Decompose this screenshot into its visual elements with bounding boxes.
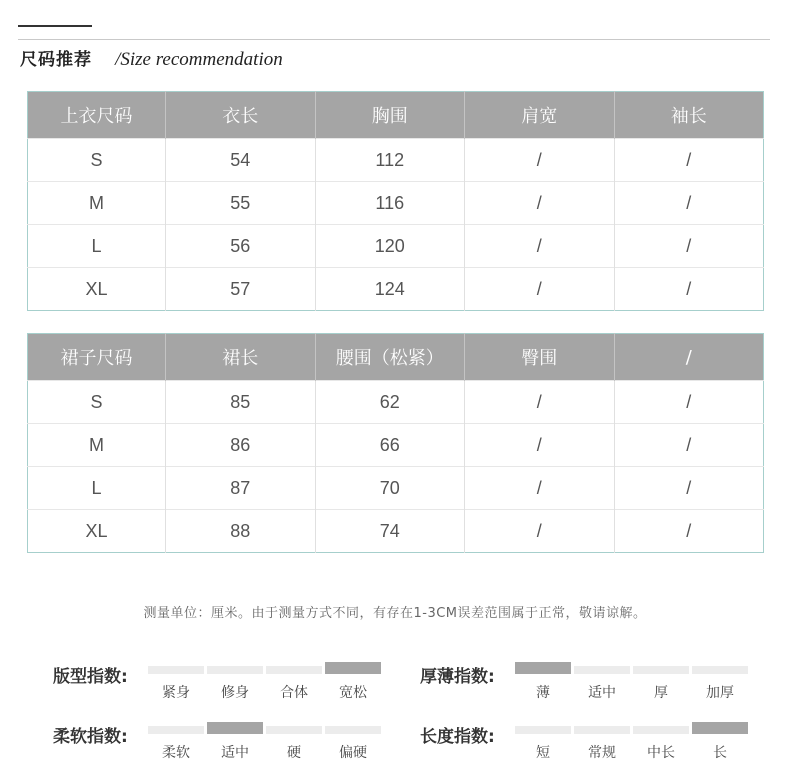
- softness-option: 柔软: [162, 745, 190, 761]
- table-cell: /: [614, 467, 764, 510]
- table-cell: 62: [315, 381, 465, 424]
- table-cell: 54: [166, 139, 316, 182]
- table-cell: 116: [315, 182, 465, 225]
- table-cell: 112: [315, 139, 465, 182]
- table-cell: /: [614, 225, 764, 268]
- fit-option: 合体: [280, 685, 308, 701]
- table-row: [28, 467, 764, 510]
- table-row: [28, 510, 764, 553]
- column-header: 裙长: [166, 334, 316, 381]
- softness-option: 硬: [287, 745, 301, 761]
- section-title-en: /Size recommendation: [115, 49, 283, 70]
- thickness-index-segment-3: [692, 666, 748, 674]
- table-cell: 56: [166, 225, 316, 268]
- top-accent-line: [18, 25, 92, 27]
- table-row: [28, 424, 764, 467]
- table-cell: XL: [28, 510, 166, 553]
- table-row: [28, 268, 764, 311]
- table-row: [28, 139, 764, 182]
- table-cell: /: [465, 225, 615, 268]
- fit-option: 紧身: [162, 685, 190, 701]
- length-option: 中长: [647, 745, 675, 761]
- table-cell: 66: [315, 424, 465, 467]
- column-header: 腰围（松紧）: [315, 334, 465, 381]
- table-cell: /: [465, 510, 615, 553]
- thickness-option: 加厚: [706, 685, 734, 701]
- thickness-index-segment-2: [633, 666, 689, 674]
- fit-option: 宽松: [339, 685, 367, 701]
- table-cell: /: [614, 182, 764, 225]
- column-header: 胸围: [315, 92, 465, 139]
- thickness-option: 薄: [536, 685, 550, 701]
- table-cell: 74: [315, 510, 465, 553]
- softness-index-segment-3: [325, 726, 381, 734]
- table-cell: L: [28, 467, 166, 510]
- table-cell: /: [465, 424, 615, 467]
- column-header: 上衣尺码: [28, 92, 166, 139]
- table-cell: 86: [166, 424, 316, 467]
- table-cell: 85: [166, 381, 316, 424]
- length-index-label: 长度指数:: [420, 727, 495, 747]
- thickness-index-label: 厚薄指数:: [420, 667, 495, 687]
- fit-index-segment-1: [207, 666, 263, 674]
- thickness-option: 厚: [654, 685, 668, 701]
- table-row: [28, 381, 764, 424]
- table-header-row: [28, 92, 764, 139]
- table-cell: /: [465, 268, 615, 311]
- thickness-index-segment-0: [515, 662, 571, 674]
- column-header: 衣长: [166, 92, 316, 139]
- column-header: 袖长: [614, 92, 764, 139]
- table-cell: /: [465, 381, 615, 424]
- fit-option: 修身: [221, 685, 249, 701]
- fit-index-segment-0: [148, 666, 204, 674]
- table-cell: S: [28, 381, 166, 424]
- length-index-segment-3: [692, 722, 748, 734]
- table-cell: /: [465, 467, 615, 510]
- section-title-zh: 尺码推荐: [20, 50, 92, 70]
- softness-index-segment-0: [148, 726, 204, 734]
- table-cell: M: [28, 424, 166, 467]
- skirt-size-table: [27, 333, 764, 553]
- table-cell: /: [465, 182, 615, 225]
- length-option: 短: [536, 745, 550, 761]
- table-cell: 124: [315, 268, 465, 311]
- thickness-option: 适中: [588, 685, 616, 701]
- softness-index-segment-2: [266, 726, 322, 734]
- length-index-segment-1: [574, 726, 630, 734]
- table-cell: XL: [28, 268, 166, 311]
- softness-option: 适中: [221, 745, 249, 761]
- table-cell: /: [614, 381, 764, 424]
- table-cell: /: [614, 510, 764, 553]
- top-size-table: [27, 91, 764, 311]
- table-cell: 70: [315, 467, 465, 510]
- table-cell: /: [614, 424, 764, 467]
- section-title: [20, 48, 283, 72]
- softness-index-label: 柔软指数:: [53, 727, 128, 747]
- table-cell: 87: [166, 467, 316, 510]
- length-option: 常规: [588, 745, 616, 761]
- table-cell: 88: [166, 510, 316, 553]
- length-index-segment-0: [515, 726, 571, 734]
- fit-index-label: 版型指数:: [53, 667, 128, 687]
- table-row: [28, 225, 764, 268]
- table-row: [28, 182, 764, 225]
- table-cell: 55: [166, 182, 316, 225]
- column-header: 裙子尺码: [28, 334, 166, 381]
- measurement-note: 测量单位：厘米。由于测量方式不同，有存在1-3CM误差范围属于正常，敬请谅解。: [143, 606, 647, 621]
- table-cell: S: [28, 139, 166, 182]
- softness-index-segment-1: [207, 722, 263, 734]
- column-header: /: [614, 334, 764, 381]
- softness-option: 偏硬: [339, 745, 367, 761]
- length-option: 长: [713, 745, 727, 761]
- length-index-segment-2: [633, 726, 689, 734]
- fit-index-segment-3: [325, 662, 381, 674]
- table-cell: L: [28, 225, 166, 268]
- top-divider: [18, 39, 770, 40]
- column-header: 臀围: [465, 334, 615, 381]
- table-cell: 120: [315, 225, 465, 268]
- column-header: 肩宽: [465, 92, 615, 139]
- thickness-index-segment-1: [574, 666, 630, 674]
- table-header-row: [28, 334, 764, 381]
- table-cell: M: [28, 182, 166, 225]
- table-cell: /: [614, 268, 764, 311]
- table-cell: /: [614, 139, 764, 182]
- table-cell: 57: [166, 268, 316, 311]
- fit-index-segment-2: [266, 666, 322, 674]
- table-cell: /: [465, 139, 615, 182]
